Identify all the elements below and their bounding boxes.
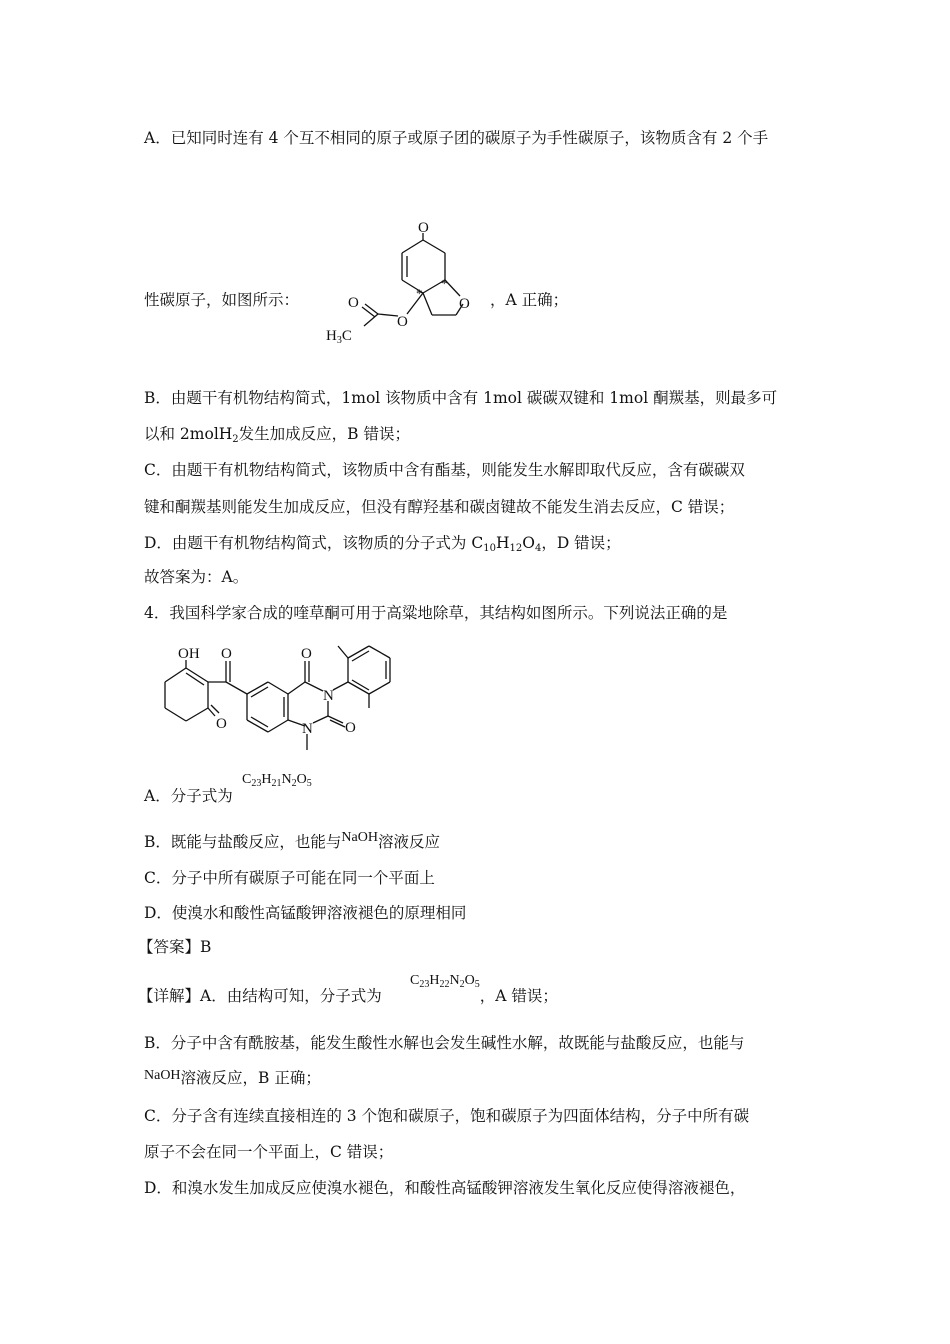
q3-ring-o: O xyxy=(459,296,470,312)
q4-detail-d-line1: D．和溴水发生加成反应使溴水褪色，和酸性高锰酸钾溶液发生氧化反应使得溶液褪色， xyxy=(144,1179,746,1197)
formula-subscript: 23 xyxy=(419,979,430,990)
q3-final-answer: 故答案为：A。 xyxy=(144,568,249,586)
q3-chiral-star-1: * xyxy=(416,286,423,301)
q3-chiral-star-2: * xyxy=(441,276,448,291)
q4-o-ring-ketone: O xyxy=(216,716,227,732)
formula-subscript: 22 xyxy=(439,979,450,990)
q4-o-top: O xyxy=(301,646,312,662)
formula-element: H xyxy=(261,772,272,787)
q4-o-bridge-ketone: O xyxy=(221,646,232,662)
q4-oh: OH xyxy=(178,646,200,662)
q4-option-a-formula xyxy=(242,770,312,794)
q4-option-b: B．既能与盐酸反应，也能与NaOH溶液反应 xyxy=(144,830,440,851)
q4-o-urea: O xyxy=(345,720,356,736)
formula-subscript: 5 xyxy=(474,979,480,990)
q4-detail-a-formula xyxy=(410,971,480,995)
q4-option-c: C．分子中所有碳原子可能在同一个平面上 xyxy=(144,869,435,887)
q4-detail-a: 【详解】A．由结构可知，分子式为 ，A 错误； xyxy=(138,987,558,1005)
q3-c-line2: 键和酮羰基则能发生加成反应，但没有醇羟基和碳卤键故不能发生消去反应，C 错误； xyxy=(144,498,735,516)
q4-option-d: D．使溴水和酸性高锰酸钾溶液褪色的原理相同 xyxy=(144,904,467,922)
formula-subscript: 23 xyxy=(251,778,262,789)
q3-h3c: $H_3C$ xyxy=(326,328,352,346)
q3-a-line2-prefix: 性碳原子，如图所示： xyxy=(144,291,300,309)
formula-element: H xyxy=(429,973,440,988)
q3-carbonyl-o: O xyxy=(348,295,359,311)
q4-n-upper: N xyxy=(323,688,334,704)
formula-subscript: 2 xyxy=(291,778,297,789)
q3-b-line2: 以和 2molH$_2$发生加成反应，B 错误； xyxy=(144,425,410,445)
q3-c-line1: C．由题干有机物结构简式，该物质中含有酯基，则能发生水解即取代反应，含有碳碳双 xyxy=(144,461,745,479)
q4-detail-b-line2: NaOH溶液反应，B 正确； xyxy=(144,1068,321,1087)
formula-subscript: 2 xyxy=(459,979,465,990)
q3-ester-o: O xyxy=(397,314,408,330)
q4-stem: 4．我国科学家合成的喹草酮可用于高粱地除草，其结构如图所示。下列说法正确的是 xyxy=(144,604,728,622)
q4-detail-c-line2: 原子不会在同一个平面上，C 错误； xyxy=(144,1143,394,1161)
formula-subscript: 21 xyxy=(271,778,282,789)
formula-element: O xyxy=(296,772,307,787)
formula-element: C xyxy=(242,772,252,787)
q4-detail-c-line1: C．分子含有连续直接相连的 3 个饱和碳原子，饱和碳原子为四面体结构，分子中所有碳 xyxy=(144,1107,750,1125)
formula-element: N xyxy=(449,973,460,988)
formula-element: O xyxy=(464,973,475,988)
formula-subscript: 5 xyxy=(306,778,312,789)
q4-answer: 【答案】B xyxy=(138,938,212,956)
q3-structure xyxy=(320,218,500,350)
q3-ketone-o: O xyxy=(418,220,429,236)
q3-b-line1: B．由题干有机物结构简式，1mol 该物质中含有 1mol 碳碳双键和 1mol 酮羰基，则最多可 xyxy=(144,389,778,407)
q4-structure xyxy=(150,636,410,758)
q3-d-line: D．由题干有机物结构简式，该物质的分子式为 $C_{10}H_{12}O_4$，D 错误； xyxy=(144,534,621,554)
q4-n-lower: N xyxy=(302,721,313,737)
q4-option-a: A．分子式为 xyxy=(144,787,233,805)
formula-element: N xyxy=(281,772,292,787)
formula-element: C xyxy=(410,973,420,988)
q3-a-line2-suffix: ，A 正确； xyxy=(490,291,569,309)
q4-detail-b-line1: B．分子中含有酰胺基，能发生酸性水解也会发生碱性水解，故既能与盐酸反应，也能与 xyxy=(144,1034,745,1052)
q3-a-line1: A．已知同时连有 4 个互不相同的原子或原子团的碳原子为手性碳原子，该物质含有 2 个手 xyxy=(144,129,769,147)
